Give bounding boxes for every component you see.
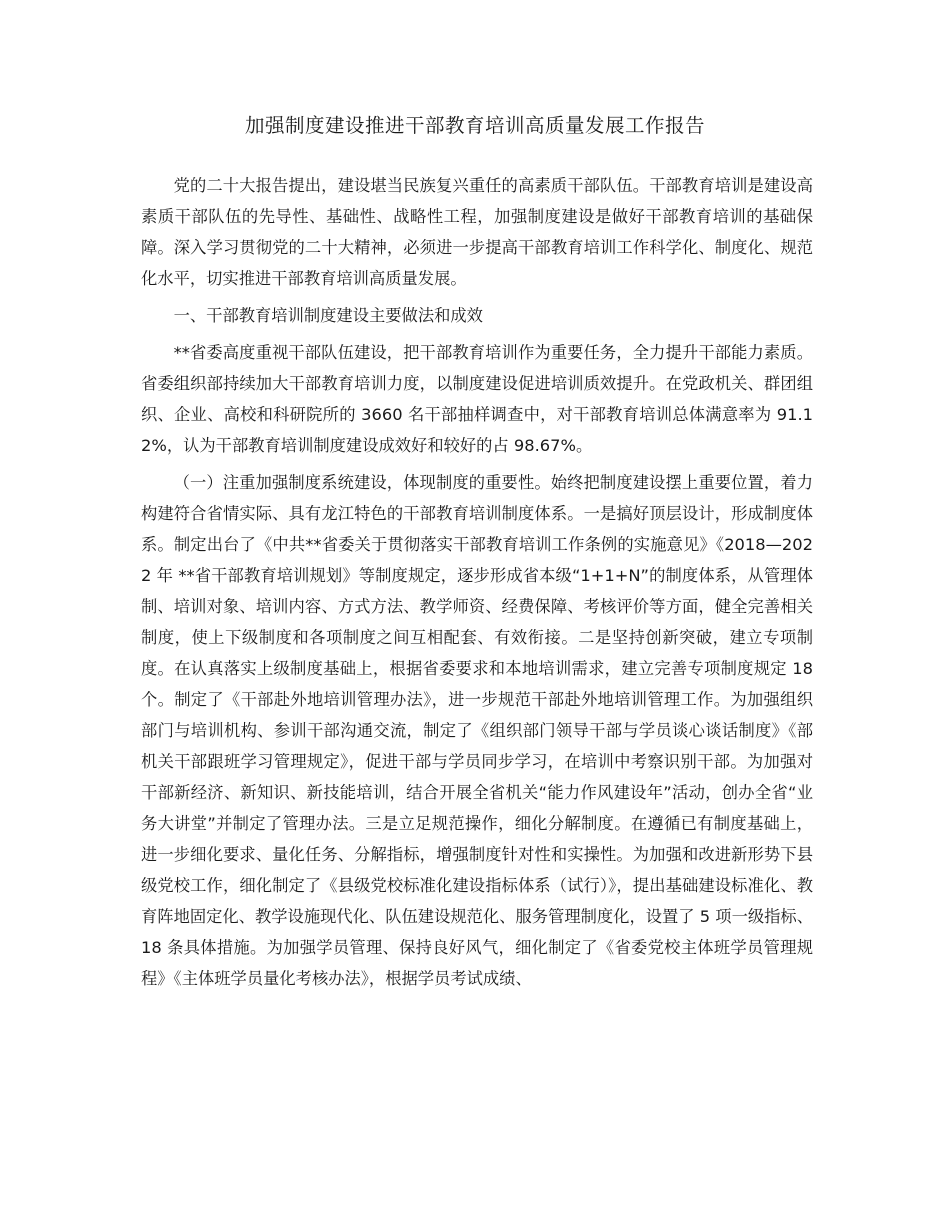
document-body	[141, 170, 813, 994]
survey-paragraph: **省委高度重视干部队伍建设，把干部教育培训作为重要任务，全力提升干部能力素质。省委组织部持续加大干部教育培训力度，以制度建设促进培训质效提升。在党政机关、群团组织、企业、高校和科研院所的 3660 名干部抽样调查中，对干部教育培训总体满意率为 91.12%，认为干部教育培训制度建设成效好和较好的占 98.67%。	[141, 343, 813, 455]
section-heading: 一、干部教育培训制度建设主要做法和成效	[173, 306, 483, 325]
system-building-paragraph: （一）注重加强制度系统建设，体现制度的重要性。始终把制度建设摆上重要位置，着力构建符合省情实际、具有龙江特色的干部教育培训制度体系。一是搞好顶层设计，形成制度体系。制定出台了《中共**省委关于贯彻落实干部教育培训工作条例的实施意见》《2018—2022 年 **省干部教育培训规划》等制度规定，逐步形成省本级“1+1+N”的制度体系，从管理体制、培训对象、培训内容、方式方法、教学师资、经费保障、考核评价等方面，健全完善相关制度，使上下级制度和各项制度之间互相配套、有效衔接。二是坚持创新突破，建立专项制度。在认真落实上级制度基础上，根据省委要求和本地培训需求，建立完善专项制度规定 18 个。制定了《干部赴外地培训管理办法》，进一步规范干部赴外地培训管理工作。为加强组织部门与培训机构、参训干部沟通交流，制定了《组织部门领导干部与学员谈心谈话制度》《部机关干部跟班学习管理规定》，促进干部与学员同步学习，在培训中考察识别干部。为加强对干部新经济、新知识、新技能培训，结合开展全省机关“能力作风建设年”活动，创办全省“业务大讲堂”并制定了管理办法。三是立足规范操作，细化分解制度。在遵循已有制度基础上，进一步细化要求、量化任务、分解指标，增强制度针对性和实操性。为加强和改进新形势下县级党校工作，细化制定了《县级党校标准化建设指标体系（试行）》，提出基础建设标准化、教育阵地固定化、教学设施现代化、队伍建设规范化、服务管理制度化，设置了 5 项一级指标、18 条具体措施。为加强学员管理、保持良好风气，细化制定了《省委党校主体班学员管理规程》《主体班学员量化考核办法》，根据学员考试成绩、	[141, 473, 813, 988]
intro-paragraph: 党的二十大报告提出，建设堪当民族复兴重任的高素质干部队伍。干部教育培训是建设高素质干部队伍的先导性、基础性、战略性工程，加强制度建设是做好干部教育培训的基础保障。深入学习贯彻党的二十大精神，必须进一步提高干部教育培训工作科学化、制度化、规范化水平，切实推进干部教育培训高质量发展。	[141, 176, 813, 288]
document-title: 加强制度建设推进干部教育培训高质量发展工作报告	[244, 114, 705, 137]
